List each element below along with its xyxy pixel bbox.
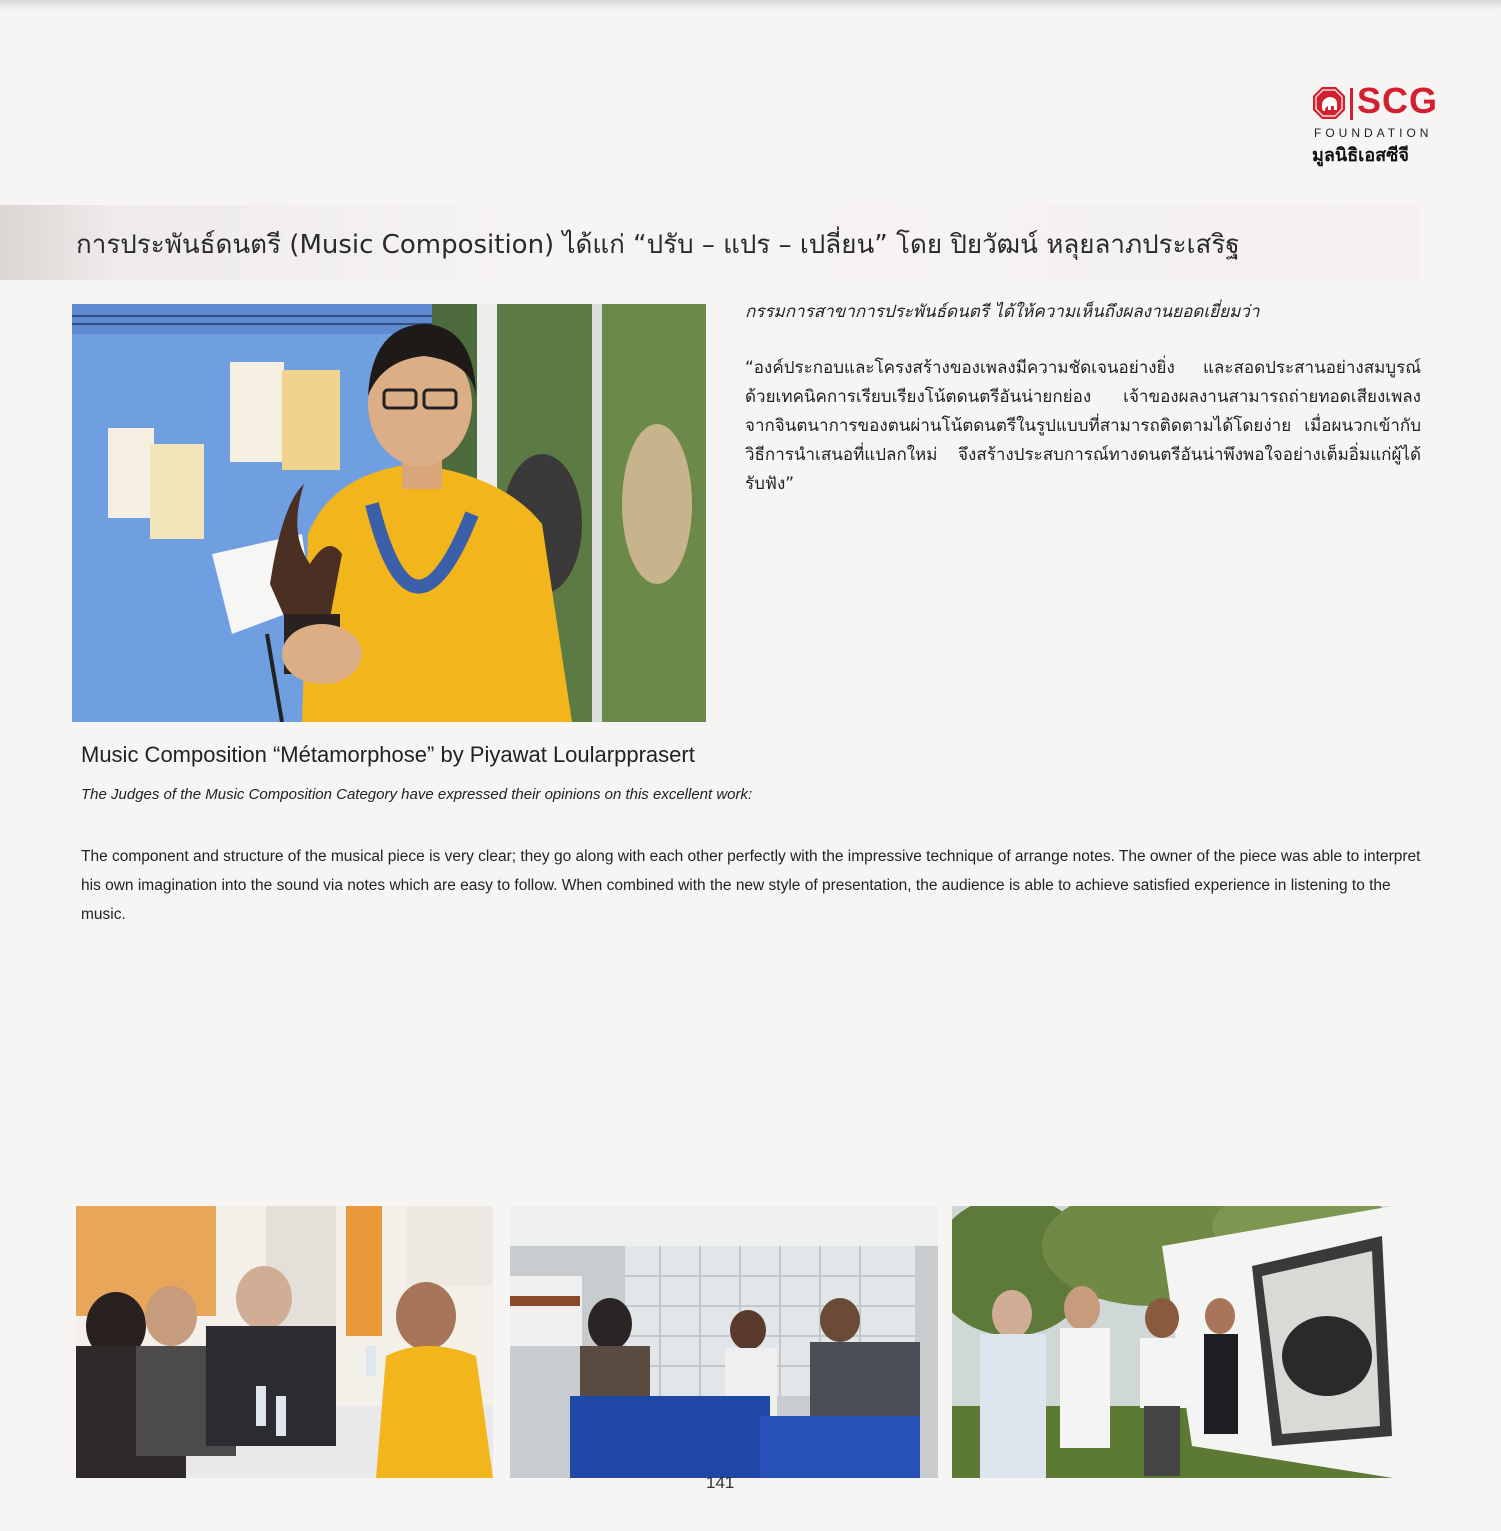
logo-divider — [1350, 88, 1353, 120]
judges-intro-thai: กรรมการสาขาการประพันธ์ดนตรี ได้ให้ความเห็นถึงผลงานยอดเยี่ยมว่า — [745, 302, 1260, 322]
meeting-room-photo — [510, 1206, 938, 1478]
logo-thai-name: มูลนิธิเอสซีจี — [1312, 145, 1409, 166]
page-title-thai: การประพันธ์ดนตรี (Music Composition) ได้แก่ “ปรับ – แปร – เปลี่ยน” โดย ปิยวัฒน์ หลุยลาภประเสริฐ — [76, 230, 1240, 260]
scg-foundation-logo — [1312, 80, 1452, 174]
outdoor-exhibition-photo — [952, 1206, 1393, 1478]
judges-opinion-english: The component and structure of the musical piece is very clear; they go along with each other perfectly with the impressive technique of arrange notes. The owner of the piece was able to interpret his own imagination into the sound via notes which are easy to follow. When combined with the new style of presentation, the audience is able to achieve satisfied experience in listening to the music. — [81, 848, 1421, 923]
scg-elephant-icon — [1312, 86, 1346, 120]
logo-brand-text: SCG — [1357, 80, 1439, 121]
logo-subtitle: FOUNDATION — [1314, 126, 1433, 140]
judges-intro-english: The Judges of the Music Composition Category have expressed their opinions on this excellent work: — [81, 786, 753, 803]
judges-meeting-photo — [76, 1206, 493, 1478]
winner-photo — [72, 304, 706, 722]
page-number: 141 — [706, 1473, 735, 1492]
judges-quote-thai: “องค์ประกอบและโครงสร้างของเพลงมีความชัดเจนอย่างยิ่ง และสอดประสานอย่างสมบูรณ์ด้วยเทคนิคการเรียบเรียงโน้ตดนตรีอันน่ายกย่อง เจ้าของผลงานสามารถถ่ายทอดเสียงเพลงจากจินตนาการของตนผ่านโน้ตดนตรีในรูปแบบที่สามารถติดตามได้โดยง่าย เมื่อผนวกเข้ากับวิธีการนำเสนอที่แปลกใหม่ จึงสร้างประสบการณ์ทางดนตรีอันน่าพึงพอใจอย่างเต็มอิ่มแก่ผู้ได้รับฟัง” — [745, 358, 1421, 494]
award-title-english: Music Composition “Métamorphose” by Piyawat Loularpprasert — [81, 742, 695, 767]
top-edge-shadow — [0, 0, 1501, 10]
